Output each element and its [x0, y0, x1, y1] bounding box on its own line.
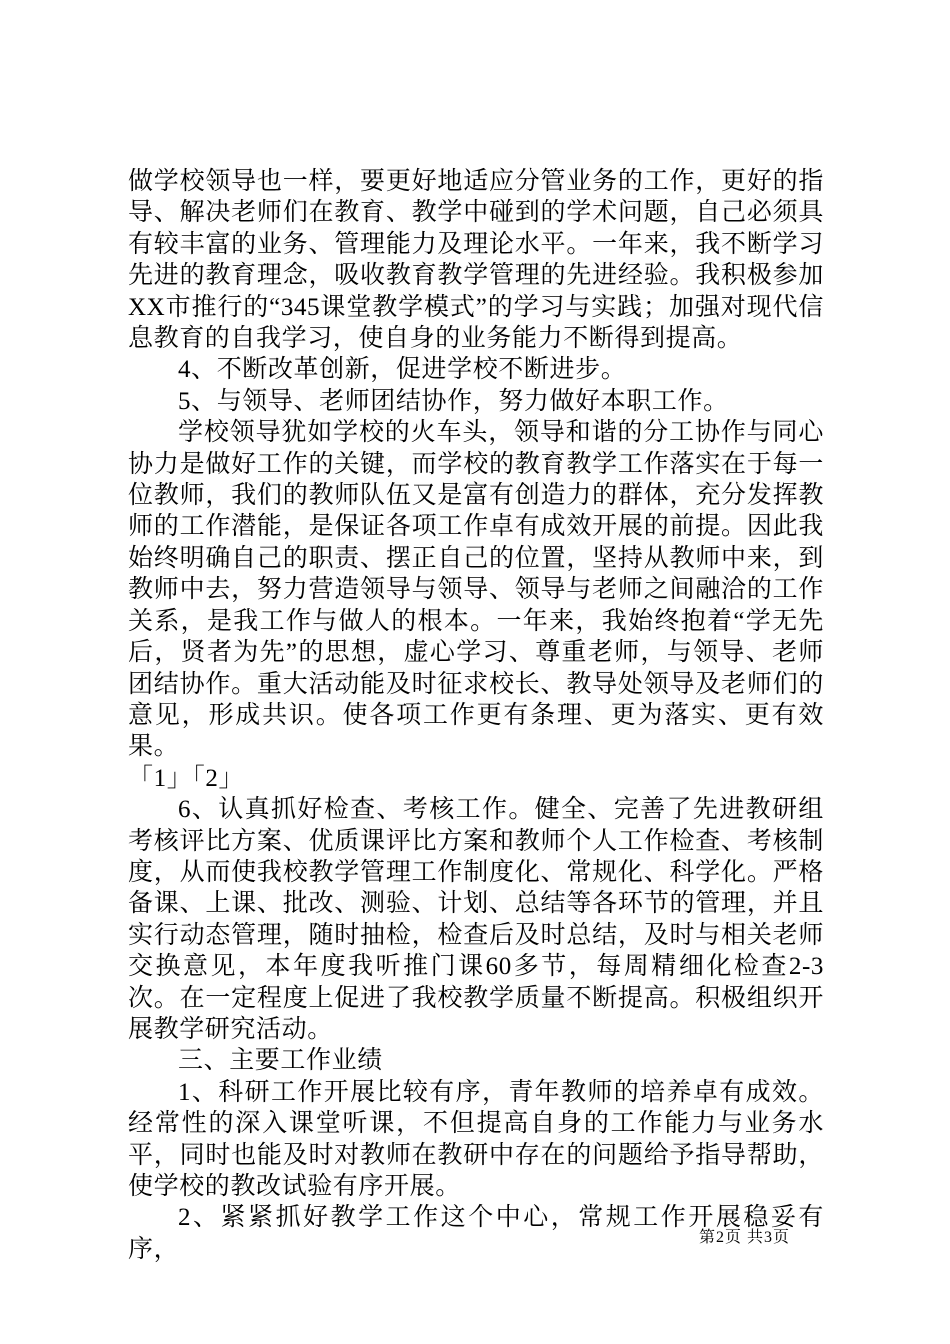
pagination-links: 「1」「2」	[128, 764, 245, 792]
paragraph-achievement-1: 1、科研工作开展比较有序，青年教师的培养卓有成效。经常性的深入课堂听课，不但提高自身的工作能力与业务水平，同时也能及时对教师在教研中存在的问题给予指导帮助，使学校的教改试验有序开展。	[128, 1078, 824, 1200]
paragraph-item-6: 6、认真抓好检查、考核工作。健全、完善了先进教研组考核评比方案、优质课评比方案和教师个人工作检查、考核制度，从而使我校教学管理工作制度化、常规化、科学化。严格备课、上课、批改、测验、计划、总结等各环节的管理，并且实行动态管理，随时抽检，检查后及时总结，及时与相关老师交换意见，本年度我听推门课60多节，每周精细化检查2-3次。在一定程度上促进了我校教学质量不断提高。积极组织开展教学研究活动。	[128, 796, 824, 1043]
section-heading-3: 三、主要工作业绩	[178, 1047, 383, 1075]
paragraph-achievement-2: 2、紧紧抓好教学工作这个中心，常规工作开展稳妥有序，	[128, 1204, 824, 1263]
paragraph-item-4: 4、不断改革创新，促进学校不断进步。	[178, 356, 627, 384]
page-footer	[0, 1224, 790, 1247]
paragraph-continuation: 做学校领导也一样，要更好地适应分管业务的工作，更好的指导、解决老师们在教育、教学中碰到的学术问题，自己必须具有较丰富的业务、管理能力及理论水平。一年来，我不断学习先进的教育理念，吸收教育教学管理的先进经验。我积极参加XX市推行的“345课堂教学模式”的学习与实践；加强对现代信息教育的自我学习，使自身的业务能力不断得到提高。	[128, 168, 824, 353]
document-body	[128, 166, 824, 1265]
paragraph-body: 学校领导犹如学校的火车头，领导和谐的分工协作与同心协力是做好工作的关键，而学校的教育教学工作落实在于每一位教师，我们的教师队伍又是富有创造力的群体，充分发挥教师的工作潜能，是保证各项工作卓有成效开展的前提。因此我始终明确自己的职责、摆正自己的位置，坚持从教师中来，到教师中去，努力营造领导与领导、领导与老师之间融洽的工作关系，是我工作与做人的根本。一年来，我始终抱着“学无先后，贤者为先”的思想，虚心学习、尊重老师，与领导、老师团结协作。重大活动能及时征求校长、教导处领导及老师们的意见，形成共识。使各项工作更有条理、更为落实、更有效果。	[128, 419, 824, 761]
page-number: 第2页 共3页	[698, 1229, 790, 1246]
paragraph-item-5: 5、与领导、老师团结协作，努力做好本职工作。	[178, 387, 729, 415]
